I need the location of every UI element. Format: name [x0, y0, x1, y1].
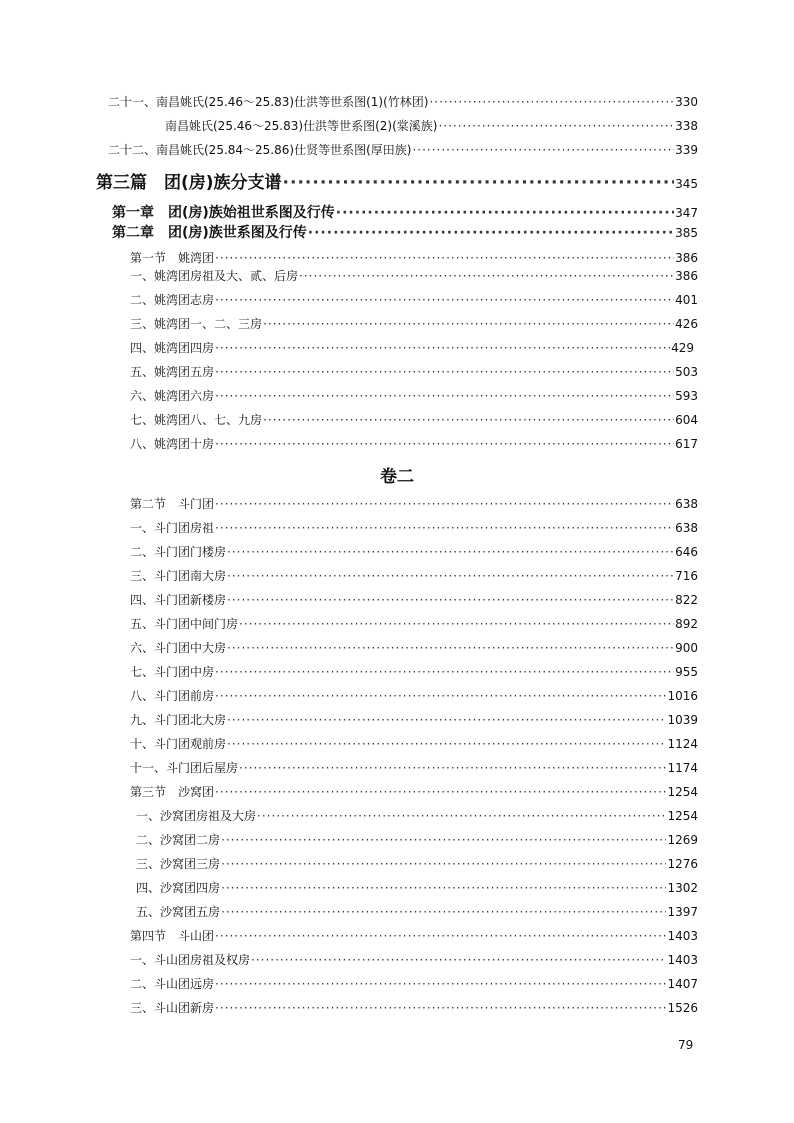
volume-title: 卷二	[380, 467, 414, 487]
dot-leader	[227, 712, 666, 728]
toc-entry	[136, 856, 698, 872]
toc-chapter-heading	[112, 224, 698, 242]
toc-entry-page: 1403	[667, 953, 698, 967]
toc-entry-label: 八、斗门团前房	[130, 689, 215, 703]
dot-leader	[215, 292, 674, 308]
toc-entry	[108, 142, 698, 158]
toc-entry-page: 892	[675, 617, 698, 631]
toc-entry-page: 1254	[667, 785, 698, 799]
dot-leader	[299, 268, 674, 284]
toc-entry-page: 955	[675, 665, 698, 679]
toc-entry-page: 345	[675, 177, 698, 191]
toc-entry	[130, 544, 698, 560]
toc-entry-page: 1407	[667, 977, 698, 991]
dot-leader	[221, 832, 666, 848]
toc-entry	[130, 952, 698, 968]
dot-leader	[221, 880, 666, 896]
toc-entry	[130, 616, 698, 632]
toc-chapter-heading	[112, 204, 698, 222]
toc-entry-page: 593	[675, 389, 698, 403]
toc-entry	[130, 436, 698, 452]
toc-entry	[130, 388, 698, 404]
dot-leader	[215, 976, 666, 992]
toc-entry-label: 第一章 团(房)族始祖世系图及行传	[112, 205, 335, 221]
toc-entry-page: 822	[675, 593, 698, 607]
toc-entry-page: 617	[675, 437, 698, 451]
toc-entry-page: 1254	[667, 809, 698, 823]
toc-entry-label: 四、姚湾团四房	[130, 341, 215, 355]
toc-entry-label: 四、斗门团新楼房	[130, 593, 227, 607]
toc-entry-label: 三、沙窝团三房	[136, 857, 221, 871]
dot-leader	[215, 388, 674, 404]
dot-leader	[227, 640, 674, 656]
toc-entry-page: 1039	[667, 713, 698, 727]
toc-entry	[130, 688, 698, 704]
toc-entry	[136, 808, 698, 824]
toc-entry	[130, 784, 698, 800]
toc-entry-page: 1269	[667, 833, 698, 847]
toc-entry-page: 1124	[667, 737, 698, 751]
toc-entry	[130, 340, 694, 356]
toc-entry-label: 六、姚湾团六房	[130, 389, 215, 403]
toc-entry-label: 二十一、南昌姚氏(25.46～25.83)仕洪等世系图(1)(竹林团)	[108, 95, 429, 109]
dot-leader	[215, 664, 674, 680]
toc-entry-label: 三、斗门团南大房	[130, 569, 227, 583]
toc-entry-label: 十一、斗门团后屋房	[130, 761, 239, 775]
toc-entry-label: 南昌姚氏(25.46～25.83)仕洪等世系图(2)(棠溪族)	[165, 119, 438, 133]
dot-leader	[227, 736, 666, 752]
toc-entry-page: 1016	[667, 689, 698, 703]
toc-entry	[136, 832, 698, 848]
toc-entry-page: 426	[675, 317, 698, 331]
toc-entry-page: 638	[675, 497, 698, 511]
toc-entry-label: 第一节 姚湾团	[130, 251, 215, 265]
dot-leader	[215, 436, 674, 452]
dot-leader	[221, 904, 666, 920]
toc-entry-label: 第二节 斗门团	[130, 497, 215, 511]
toc-entry-label: 五、斗门团中间门房	[130, 617, 239, 631]
toc-entry	[130, 664, 698, 680]
toc-entry	[130, 292, 698, 308]
toc-entry	[130, 520, 698, 536]
dot-leader	[215, 928, 666, 944]
toc-entry	[130, 640, 698, 656]
toc-entry-label: 十、斗门团观前房	[130, 737, 227, 751]
toc-entry-page: 638	[675, 521, 698, 535]
toc-entry-page: 330	[675, 95, 698, 109]
dot-leader	[215, 364, 674, 380]
dot-leader	[239, 760, 666, 776]
toc-entry-label: 三、斗山团新房	[130, 1001, 215, 1015]
toc-entry	[130, 976, 698, 992]
toc-entry	[130, 760, 698, 776]
toc-entry-page: 646	[675, 545, 698, 559]
page-number: 79	[678, 1038, 694, 1052]
toc-entry-label: 一、沙窝团房祖及大房	[136, 809, 257, 823]
dot-leader	[215, 340, 670, 356]
toc-entry-label: 第三篇 团(房)族分支谱	[96, 173, 282, 193]
toc-entry-label: 二、姚湾团志房	[130, 293, 215, 307]
toc-entry-label: 四、沙窝团四房	[136, 881, 221, 895]
toc-entry	[130, 592, 698, 608]
toc-entry-page: 385	[675, 226, 698, 240]
toc-entry	[130, 268, 698, 284]
toc-entry-page: 1397	[667, 905, 698, 919]
toc-entry-page: 716	[675, 569, 698, 583]
toc-entry-label: 二、斗门团门楼房	[130, 545, 227, 559]
dot-leader	[429, 94, 674, 110]
toc-entry-label: 七、斗门团中房	[130, 665, 215, 679]
dot-leader	[221, 856, 666, 872]
toc-entry-label: 六、斗门团中大房	[130, 641, 227, 655]
toc-entry-label: 五、沙窝团五房	[136, 905, 221, 919]
toc-entry-page: 503	[675, 365, 698, 379]
dot-leader	[251, 952, 666, 968]
toc-entry-page: 604	[675, 413, 698, 427]
dot-leader	[227, 544, 674, 560]
toc-entry	[130, 316, 698, 332]
toc-entry-label: 一、姚湾团房祖及大、贰、后房	[130, 269, 299, 283]
toc-entry	[130, 736, 698, 752]
toc-part-heading	[96, 172, 698, 195]
toc-entry	[130, 412, 698, 428]
toc-entry-page: 386	[675, 269, 698, 283]
toc-entry-label: 二十二、南昌姚氏(25.84～25.86)仕贤等世系图(厚田族)	[108, 143, 412, 157]
toc-entry-page: 1302	[667, 881, 698, 895]
toc-entry	[108, 94, 698, 110]
toc-entry-page: 1276	[667, 857, 698, 871]
toc-entry-page: 1174	[667, 761, 698, 775]
dot-leader	[215, 784, 666, 800]
toc-entry	[130, 496, 698, 512]
toc-entry-label: 第二章 团(房)族世系图及行传	[112, 225, 307, 241]
toc-entry	[136, 880, 698, 896]
toc-entry-label: 二、沙窝团二房	[136, 833, 221, 847]
toc-entry-page: 339	[675, 143, 698, 157]
toc-entry-page: 900	[675, 641, 698, 655]
toc-entry	[130, 364, 698, 380]
dot-leader	[215, 1000, 666, 1016]
toc-entry	[130, 928, 698, 944]
dot-leader	[257, 808, 666, 824]
toc-entry-label: 一、斗山团房祖及权房	[130, 953, 251, 967]
toc-entry-label: 三、姚湾团一、二、三房	[130, 317, 263, 331]
dot-leader	[239, 616, 674, 632]
dot-leader	[336, 204, 674, 222]
toc-entry-page: 429	[671, 341, 694, 355]
toc-entry-label: 一、斗门团房祖	[130, 521, 215, 535]
dot-leader	[263, 316, 674, 332]
dot-leader	[227, 568, 674, 584]
toc-entry-label: 七、姚湾团八、七、九房	[130, 413, 263, 427]
dot-leader	[227, 592, 674, 608]
toc-entry	[136, 904, 698, 920]
toc-entry	[130, 568, 698, 584]
toc-entry-page: 1403	[667, 929, 698, 943]
toc-entry-page: 347	[675, 206, 698, 220]
dot-leader	[215, 520, 674, 536]
toc-entry-label: 五、姚湾团五房	[130, 365, 215, 379]
toc-entry-page: 1526	[667, 1001, 698, 1015]
toc-entry-label: 八、姚湾团十房	[130, 437, 215, 451]
toc-entry-label: 第三节 沙窝团	[130, 785, 215, 799]
dot-leader	[215, 496, 674, 512]
toc-entry-label: 九、斗门团北大房	[130, 713, 227, 727]
dot-leader	[412, 142, 674, 158]
toc-entry	[130, 250, 698, 266]
toc-entry	[130, 712, 698, 728]
dot-leader	[283, 172, 675, 194]
toc-entry-page: 401	[675, 293, 698, 307]
dot-leader	[215, 688, 666, 704]
dot-leader	[438, 118, 674, 134]
toc-entry	[165, 118, 698, 134]
dot-leader	[308, 224, 674, 242]
toc-entry-page: 386	[675, 251, 698, 265]
dot-leader	[263, 412, 674, 428]
toc-entry-page: 338	[675, 119, 698, 133]
toc-entry-label: 第四节 斗山团	[130, 929, 215, 943]
toc-entry-label: 二、斗山团远房	[130, 977, 215, 991]
toc-entry	[130, 1000, 698, 1016]
dot-leader	[215, 250, 674, 266]
